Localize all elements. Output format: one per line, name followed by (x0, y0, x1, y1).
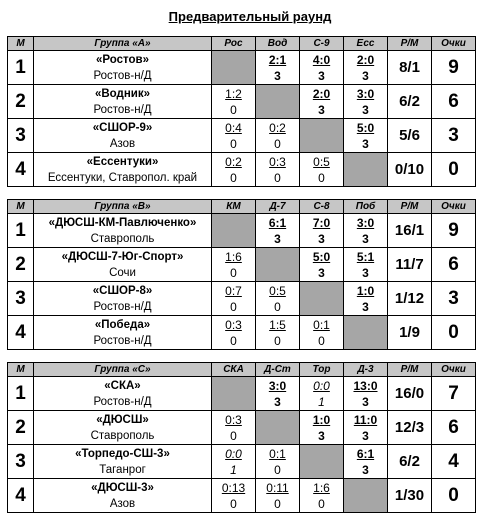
team-cell (34, 316, 212, 350)
match-points: 3 (318, 231, 325, 246)
match-score: 1:6 (313, 480, 330, 495)
header-row (8, 363, 476, 377)
header-opponent: Д-Ст (256, 363, 300, 377)
match-cell (256, 119, 300, 153)
team-city: Ростов-н/Д (93, 300, 152, 313)
match-score: 5:0 (312, 249, 331, 264)
header-opponent: С-9 (300, 37, 344, 51)
goals-cell: 11/7 (388, 248, 432, 282)
match-points: 0 (318, 333, 325, 348)
match-cell (300, 411, 344, 445)
team-row (8, 445, 476, 479)
match-points: 3 (362, 394, 369, 409)
header-group: Группа «А» (34, 37, 212, 51)
match-points: 0 (230, 170, 237, 185)
header-place: М (8, 37, 34, 51)
team-name: «СШОР-9» (92, 121, 153, 134)
match-points: 0 (318, 496, 325, 511)
team-name: «Победа» (94, 318, 151, 331)
group-table (7, 199, 476, 350)
match-cell (212, 248, 256, 282)
match-score: 6:1 (356, 446, 375, 461)
match-score: 0:3 (225, 317, 242, 332)
match-score: 0:3 (225, 412, 242, 427)
team-row (8, 119, 476, 153)
match-cell (344, 445, 388, 479)
team-city: Таганрог (99, 463, 146, 476)
header-group: Группа «В» (34, 200, 212, 214)
team-row (8, 411, 476, 445)
goals-cell: 0/10 (388, 153, 432, 187)
team-row (8, 377, 476, 411)
match-score: 0:5 (313, 154, 330, 169)
goals-cell: 6/2 (388, 85, 432, 119)
points-cell: 9 (432, 214, 476, 248)
points-cell: 7 (432, 377, 476, 411)
match-score: 1:0 (312, 412, 331, 427)
place-cell: 1 (8, 377, 34, 411)
points-cell: 6 (432, 85, 476, 119)
page-title: Предварительный раунд (168, 9, 332, 24)
place-cell: 1 (8, 51, 34, 85)
match-score: 1:5 (269, 317, 286, 332)
team-cell (34, 153, 212, 187)
header-opponent: Поб (344, 200, 388, 214)
match-score: 1:2 (225, 86, 242, 101)
header-row (8, 200, 476, 214)
match-cell (212, 119, 256, 153)
goals-cell: 1/12 (388, 282, 432, 316)
match-cell (300, 85, 344, 119)
match-cell (344, 119, 388, 153)
team-city: Ростов-н/Д (93, 334, 152, 347)
match-score: 0:13 (221, 480, 246, 495)
match-cell (300, 316, 344, 350)
team-city: Азов (109, 497, 136, 510)
team-city: Ростов-н/Д (93, 395, 152, 408)
match-cell (300, 153, 344, 187)
match-points: 3 (362, 231, 369, 246)
place-cell: 4 (8, 153, 34, 187)
goals-cell: 8/1 (388, 51, 432, 85)
team-cell (34, 51, 212, 85)
team-cell (34, 248, 212, 282)
header-group: Группа «С» (34, 363, 212, 377)
match-points: 3 (318, 265, 325, 280)
match-points: 3 (274, 394, 281, 409)
team-row (8, 153, 476, 187)
diagonal-cell (256, 248, 300, 282)
points-cell: 0 (432, 479, 476, 513)
match-cell (256, 377, 300, 411)
match-points: 0 (274, 333, 281, 348)
header-points: Очки (432, 200, 476, 214)
points-cell: 3 (432, 119, 476, 153)
team-cell (34, 119, 212, 153)
header-opponent: Тор (300, 363, 344, 377)
place-cell: 3 (8, 445, 34, 479)
diagonal-cell (300, 119, 344, 153)
team-row (8, 51, 476, 85)
match-cell (344, 282, 388, 316)
diagonal-cell (256, 411, 300, 445)
match-score: 0:1 (269, 446, 286, 461)
match-points: 0 (274, 136, 281, 151)
points-cell: 4 (432, 445, 476, 479)
match-cell (256, 214, 300, 248)
diagonal-cell (212, 51, 256, 85)
place-cell: 4 (8, 479, 34, 513)
match-cell (256, 316, 300, 350)
goals-cell: 16/1 (388, 214, 432, 248)
goals-cell: 12/3 (388, 411, 432, 445)
header-opponent: КМ (212, 200, 256, 214)
team-name: «ДЮСШ» (96, 413, 149, 426)
diagonal-cell (256, 85, 300, 119)
match-score: 0:2 (269, 120, 286, 135)
team-name: «Ессентуки» (86, 155, 159, 168)
team-row (8, 85, 476, 119)
diagonal-cell (212, 214, 256, 248)
team-city: Азов (109, 137, 136, 150)
match-score: 6:1 (268, 215, 287, 230)
match-cell (344, 85, 388, 119)
match-points: 3 (274, 231, 281, 246)
goals-cell: 16/0 (388, 377, 432, 411)
match-score: 0:7 (225, 283, 242, 298)
team-cell (34, 411, 212, 445)
match-cell (256, 153, 300, 187)
group-table (7, 36, 476, 187)
goals-cell: 1/30 (388, 479, 432, 513)
header-opponent: Д-3 (344, 363, 388, 377)
match-points: 0 (230, 428, 237, 443)
match-score: 0:0 (225, 446, 242, 461)
match-cell (344, 377, 388, 411)
team-name: «ДЮСШ-КМ-Павлюченко» (48, 216, 197, 229)
team-city: Ставрополь (90, 429, 155, 442)
team-cell (34, 214, 212, 248)
match-points: 0 (274, 496, 281, 511)
match-points: 0 (230, 265, 237, 280)
match-score: 0:2 (225, 154, 242, 169)
match-score: 1:0 (356, 283, 375, 298)
match-points: 3 (362, 428, 369, 443)
group-table (7, 362, 476, 513)
header-opponent: Есс (344, 37, 388, 51)
match-cell (212, 282, 256, 316)
match-points: 3 (274, 68, 281, 83)
header-opponent: Вод (256, 37, 300, 51)
match-score: 3:0 (356, 215, 375, 230)
header-points: Очки (432, 363, 476, 377)
match-score: 0:11 (266, 480, 289, 495)
points-cell: 0 (432, 153, 476, 187)
match-cell (212, 411, 256, 445)
place-cell: 1 (8, 214, 34, 248)
diagonal-cell (212, 377, 256, 411)
match-cell (344, 248, 388, 282)
diagonal-cell (300, 282, 344, 316)
team-cell (34, 445, 212, 479)
match-score: 7:0 (312, 215, 331, 230)
match-cell (344, 411, 388, 445)
match-points: 3 (362, 68, 369, 83)
match-score: 5:1 (356, 249, 375, 264)
goals-cell: 5/6 (388, 119, 432, 153)
team-city: Сочи (109, 266, 136, 279)
match-cell (256, 51, 300, 85)
team-name: «СШОР-8» (92, 284, 153, 297)
match-score: 2:1 (268, 52, 287, 67)
match-cell (256, 282, 300, 316)
match-points: 0 (230, 333, 237, 348)
match-cell (256, 445, 300, 479)
match-points: 0 (318, 170, 325, 185)
match-cell (212, 479, 256, 513)
match-score: 2:0 (356, 52, 375, 67)
team-row (8, 479, 476, 513)
match-score: 4:0 (312, 52, 331, 67)
team-cell (34, 377, 212, 411)
match-points: 0 (230, 102, 237, 117)
diagonal-cell (344, 153, 388, 187)
match-points: 3 (318, 428, 325, 443)
match-points: 3 (318, 68, 325, 83)
place-cell: 2 (8, 85, 34, 119)
match-score: 0:4 (225, 120, 242, 135)
points-cell: 0 (432, 316, 476, 350)
match-cell (300, 248, 344, 282)
points-cell: 6 (432, 411, 476, 445)
match-cell (256, 479, 300, 513)
team-city: Ростов-н/Д (93, 69, 152, 82)
header-opponent: Рос (212, 37, 256, 51)
match-cell (212, 153, 256, 187)
place-cell: 3 (8, 282, 34, 316)
match-score: 0:5 (269, 283, 286, 298)
header-opponent: С-8 (300, 200, 344, 214)
team-name: «Водник» (94, 87, 151, 100)
header-place: М (8, 200, 34, 214)
match-score: 3:0 (356, 86, 375, 101)
match-cell (300, 377, 344, 411)
match-score: 0:0 (313, 378, 330, 393)
match-points: 0 (230, 299, 237, 314)
points-cell: 6 (432, 248, 476, 282)
goals-cell: 1/9 (388, 316, 432, 350)
team-row (8, 248, 476, 282)
match-cell (300, 51, 344, 85)
diagonal-cell (300, 445, 344, 479)
team-city: Ставрополь (90, 232, 155, 245)
match-points: 0 (274, 462, 281, 477)
team-row (8, 282, 476, 316)
match-cell (212, 85, 256, 119)
match-cell (300, 479, 344, 513)
match-points: 3 (362, 136, 369, 151)
match-score: 11:0 (353, 412, 378, 427)
team-city: Ессентуки, Ставропол. край (47, 171, 198, 184)
match-score: 0:1 (313, 317, 330, 332)
match-score: 13:0 (353, 378, 378, 393)
team-name: «ДЮСШ-3» (91, 481, 154, 494)
place-cell: 4 (8, 316, 34, 350)
team-name: «СКА» (104, 379, 141, 392)
match-score: 3:0 (268, 378, 287, 393)
match-points: 0 (274, 299, 281, 314)
match-cell (344, 214, 388, 248)
team-cell (34, 479, 212, 513)
match-cell (344, 51, 388, 85)
team-cell (34, 282, 212, 316)
header-goals: Р/М (388, 37, 432, 51)
team-cell (34, 85, 212, 119)
points-cell: 3 (432, 282, 476, 316)
match-points: 0 (230, 136, 237, 151)
place-cell: 2 (8, 411, 34, 445)
header-goals: Р/М (388, 200, 432, 214)
team-row (8, 316, 476, 350)
team-name: «Ростов» (95, 53, 150, 66)
team-row (8, 214, 476, 248)
match-points: 0 (230, 496, 237, 511)
diagonal-cell (344, 479, 388, 513)
match-score: 2:0 (312, 86, 331, 101)
goals-cell: 6/2 (388, 445, 432, 479)
place-cell: 2 (8, 248, 34, 282)
header-goals: Р/М (388, 363, 432, 377)
match-score: 1:6 (225, 249, 242, 264)
match-points: 3 (362, 462, 369, 477)
team-name: «ДЮСШ-7-Юг-Спорт» (61, 250, 184, 263)
header-opponent: Д-7 (256, 200, 300, 214)
match-cell (212, 445, 256, 479)
header-opponent: СКА (212, 363, 256, 377)
match-points: 3 (362, 265, 369, 280)
header-points: Очки (432, 37, 476, 51)
diagonal-cell (344, 316, 388, 350)
match-cell (300, 214, 344, 248)
match-points: 1 (230, 462, 237, 477)
header-row (8, 37, 476, 51)
match-cell (212, 316, 256, 350)
match-score: 0:3 (269, 154, 286, 169)
match-points: 3 (318, 102, 325, 117)
match-points: 0 (274, 170, 281, 185)
team-name: «Торпедо-СШ-3» (75, 447, 170, 460)
match-points: 3 (362, 299, 369, 314)
match-score: 5:0 (356, 120, 375, 135)
team-city: Ростов-н/Д (93, 103, 152, 116)
points-cell: 9 (432, 51, 476, 85)
match-points: 3 (362, 102, 369, 117)
match-points: 1 (318, 394, 325, 409)
place-cell: 3 (8, 119, 34, 153)
header-place: М (8, 363, 34, 377)
